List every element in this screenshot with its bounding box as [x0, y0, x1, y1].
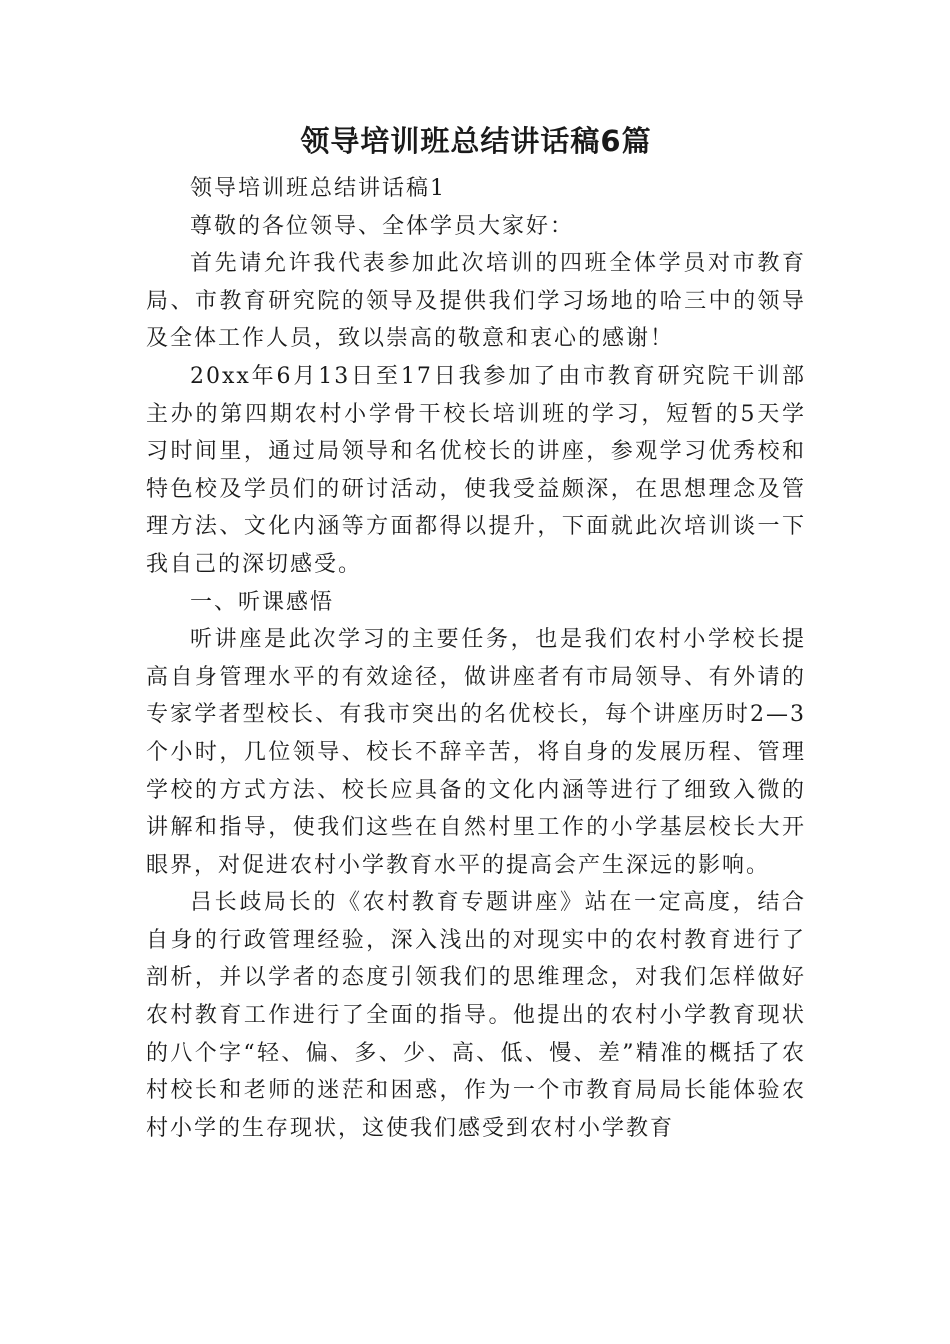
thanks-paragraph: 首先请允许我代表参加此次培训的四班全体学员对市教育局、市教育研究院的领导及提供我们学习场地的哈三中的领导及全体工作人员，致以崇高的敬意和衷心的感谢！ — [146, 251, 806, 352]
lecture-paragraph: 听讲座是此次学习的主要任务，也是我们农村小学校长提高自身管理水平的有效途径，做讲座者有市局领导、有外请的专家学者型校长、有我市突出的名优校长，每个讲座历时2—3个小时，几位领导、校长不辞辛苦，将自身的发展历程、管理学校的方式方法、校长应具备的文化内涵等进行了细致入微的讲解和指导，使我们这些在自然村里工作的小学基层校长大开眼界，对促进农村小学教育水平的提高会产生深远的影响。 — [146, 627, 806, 878]
document-page — [146, 118, 806, 1147]
intro-paragraph: 20xx年6月13日至17日我参加了由市教育研究院干训部主办的第四期农村小学骨干校长培训班的学习，短暂的5天学习时间里，通过局领导和名优校长的讲座，参观学习优秀校和特色校及学员们的研讨活动，使我受益颇深，在思想理念及管理方法、文化内涵等方面都得以提升，下面就此次培训谈一下我自己的深切感受。 — [146, 363, 806, 577]
director-lecture-paragraph: 吕长歧局长的《农村教育专题讲座》站在一定高度，结合自身的行政管理经验，深入浅出的对现实中的农村教育进行了剖析，并以学者的态度引领我们的思维理念，对我们怎样做好农村教育工作进行了全面的指导。他提出的农村小学教育现状的八个字“轻、偏、多、少、高、低、慢、差”精准的概括了农村校长和老师的迷茫和困惑，作为一个市教育局局长能体验农村小学的生存现状，这使我们感受到农村小学教育 — [146, 890, 806, 1141]
section-heading: 一、听课感悟 — [190, 589, 335, 615]
document-title: 领导培训班总结讲话稿6篇 — [300, 124, 652, 158]
subtitle-heading: 领导培训班总结讲话稿1 — [190, 176, 446, 201]
greeting-paragraph: 尊敬的各位领导、全体学员大家好： — [190, 213, 575, 239]
